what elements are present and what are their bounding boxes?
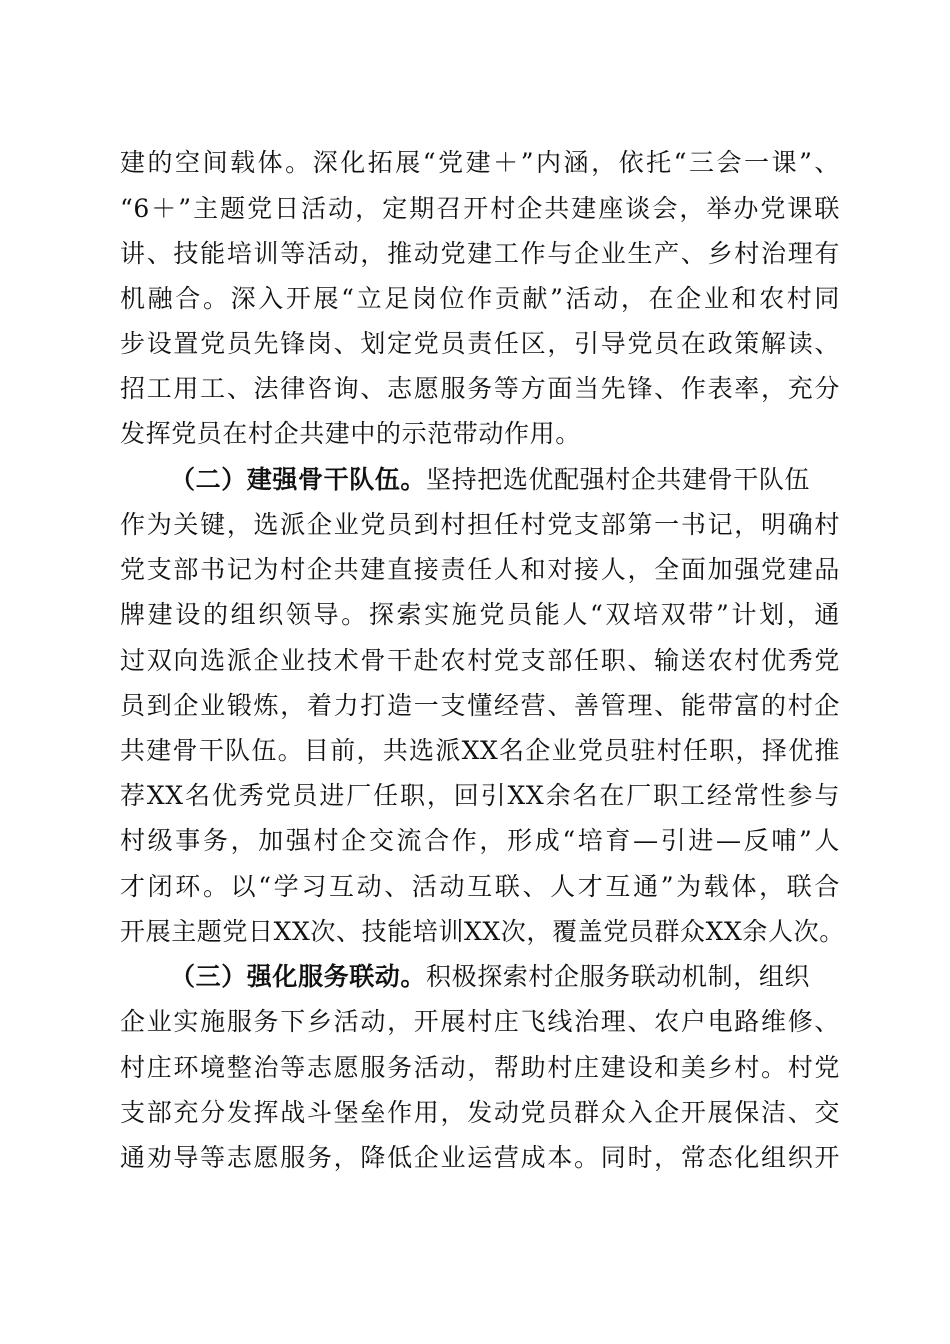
paragraph-line: 村级事务，加强村企交流合作，形成“培育—引进—反哺”人 xyxy=(120,826,840,855)
section-2-first-line xyxy=(170,461,840,499)
paragraph-line: 员到企业锻炼，着力打造一支懂经营、善管理、能带富的村企 xyxy=(120,691,840,720)
section-3-first-text: 积极探索村企服务联动机制，组织 xyxy=(426,962,811,991)
paragraph-line: “6＋”主题党日活动，定期召开村企共建座谈会，举办党课联 xyxy=(120,194,840,223)
paragraph-line: 建的空间载体。深化拓展“党建＋”内涵，依托“三会一课”、 xyxy=(120,148,840,177)
paragraph-line: 村庄环境整治等志愿服务活动，帮助村庄建设和美乡村。村党 xyxy=(120,1053,840,1082)
paragraph-line: 牌建设的组织领导。探索实施党员能人“双培双带”计划，通 xyxy=(120,600,840,629)
paragraph-line: 企业实施服务下乡活动，开展村庄飞线治理、农户电路维修、 xyxy=(120,1007,840,1036)
paragraph-line: 招工用工、法律咨询、志愿服务等方面当先锋、作表率，充分 xyxy=(120,374,840,403)
section-3-first-line xyxy=(170,958,840,996)
section-3-heading: （三）强化服务联动。 xyxy=(170,962,427,991)
paragraph-line: 才闭环。以“学习互动、活动互联、人才互通”为载体，联合 xyxy=(120,872,840,901)
paragraph-line: 通劝导等志愿服务，降低企业运营成本。同时，常态化组织开 xyxy=(120,1143,840,1172)
paragraph-line: 机融合。深入开展“立足岗位作贡献”活动，在企业和农村同 xyxy=(120,284,840,313)
paragraph-line: 开展主题党日XX次、技能培训XX次，覆盖党员群众XX余人次。 xyxy=(120,917,845,946)
paragraph-line: 步设置党员先锋岗、划定党员责任区，引导党员在政策解读、 xyxy=(120,329,840,358)
paragraph-line: 共建骨干队伍。目前，共选派XX名企业党员驻村任职，择优推 xyxy=(120,736,840,765)
paragraph-line: 发挥党员在村企共建中的示范带动作用。 xyxy=(120,419,581,448)
paragraph-line: 荐XX名优秀党员进厂任职，回引XX余名在厂职工经常性参与 xyxy=(120,781,840,810)
paragraph-line: 讲、技能培训等活动，推动党建工作与企业生产、乡村治理有 xyxy=(120,239,840,268)
paragraph-line: 党支部书记为村企共建直接责任人和对接人，全面加强党建品 xyxy=(120,555,840,584)
section-2-heading: （二）建强骨干队伍。 xyxy=(170,465,427,494)
paragraph-line: 过双向选派企业技术骨干赴农村党支部任职、输送农村优秀党 xyxy=(120,646,840,675)
paragraph-line: 支部充分发挥战斗堡垒作用，发动党员群众入企开展保洁、交 xyxy=(120,1098,840,1127)
paragraph-line: 作为关键，选派企业党员到村担任村党支部第一书记，明确村 xyxy=(120,510,840,539)
section-2-first-text: 坚持把选优配强村企共建骨干队伍 xyxy=(426,465,811,494)
